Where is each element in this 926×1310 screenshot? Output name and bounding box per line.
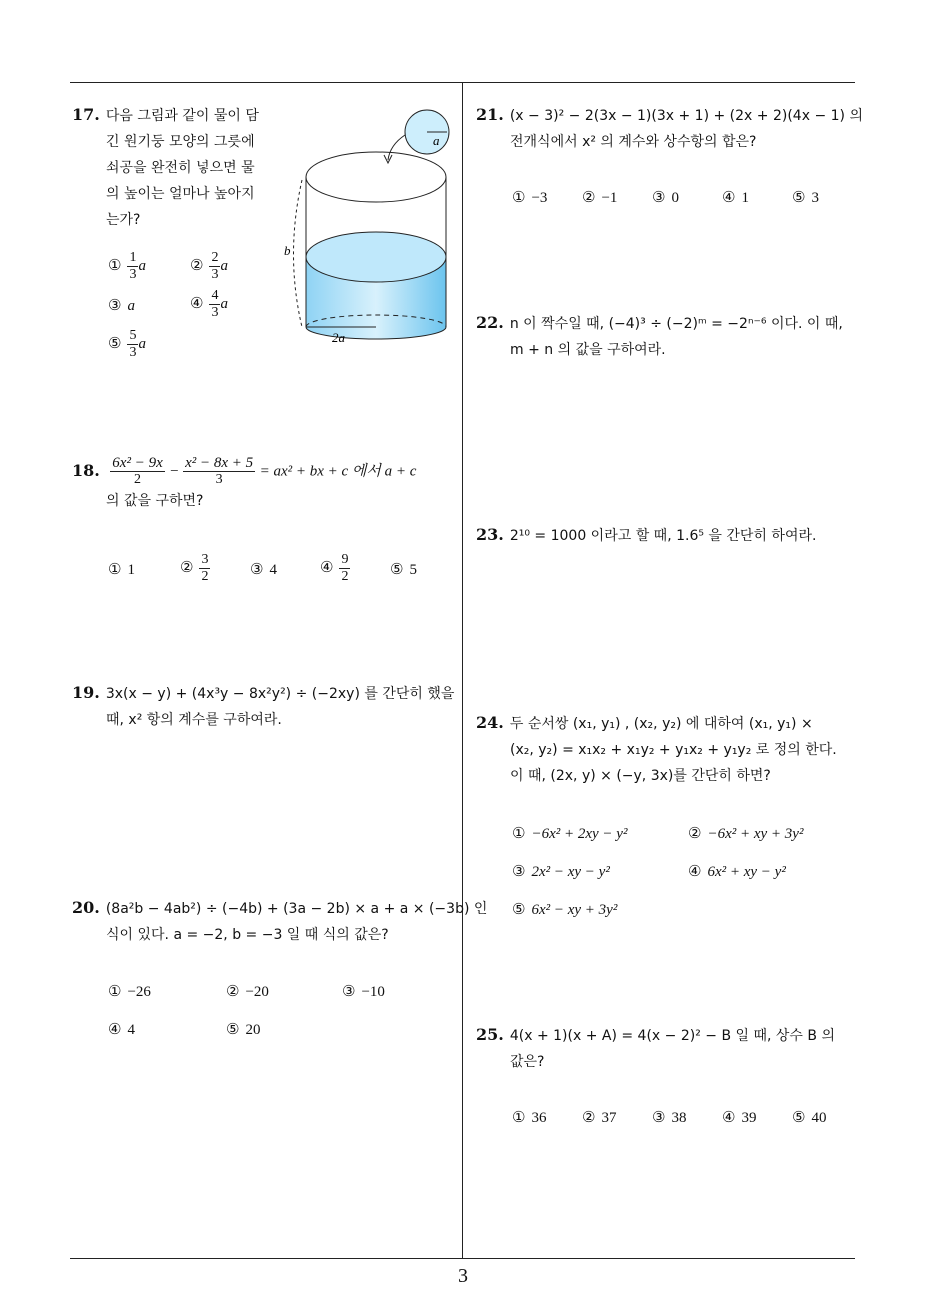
question-20 [72,895,488,948]
option-1[interactable]: ① $\frac{1}{3}$ a [108,250,146,282]
option-2[interactable]: ② $\frac{2}{3}$ a [190,250,228,282]
option-2[interactable]: ② −1 [582,188,618,206]
question-17 [72,102,272,233]
question-19 [72,680,462,733]
option-2[interactable]: ② −20 [226,982,269,1000]
option-1[interactable]: ① −3 [512,188,548,206]
option-4[interactable]: ④ 4 [108,1020,135,1038]
drop-arrow [388,135,405,160]
question-text: 다음 그림과 같이 물이 담 [105,108,259,124]
question-25 [476,1022,866,1075]
question-text: 4(x + 1)(x + A) = 4(x − 2)² − B 일 때, 상수 B 의 [509,1028,835,1044]
question-text: 식이 있다. a = −2, b = −3 일 때 식의 값은? [106,927,389,943]
option-3[interactable]: ③ −10 [342,982,385,1000]
option-3[interactable]: ③ 38 [652,1108,687,1126]
page-number: 3 [458,1265,468,1287]
question-number: 22. [476,313,504,332]
question-number: 25. [476,1025,504,1044]
option-5[interactable]: ⑤ 5 [390,560,417,578]
question-text: n 이 짝수일 때, (−4)³ ÷ (−2)ᵐ = −2ⁿ⁻⁶ 이다. 이 때, [509,316,843,332]
question-text: (8a²b − 4ab²) ÷ (−4b) + (3a − 2b) × a + a × (−3b) 인 [105,901,488,917]
option-5[interactable]: ⑤ 6x² − xy + 3y² [512,900,618,918]
option-5[interactable]: ⑤ 20 [226,1020,261,1038]
question-24 [476,710,866,789]
question-text: 의 높이는 얼마나 높아지 [106,186,255,202]
question-number: 20. [72,898,100,917]
option-4[interactable]: ④ 1 [722,188,749,206]
option-1[interactable]: ① 36 [512,1108,547,1126]
question-text: 값은? [510,1054,545,1070]
option-3[interactable]: ③ 0 [652,188,679,206]
option-5[interactable]: ⑤ 3 [792,188,819,206]
question-23 [476,522,866,549]
question-number: 23. [476,525,504,544]
question-text: 긴 원기둥 모양의 그릇에 [106,134,255,150]
column-divider [462,83,463,1259]
option-4[interactable]: ④ $\frac{4}{3}$ a [190,288,228,320]
option-1[interactable]: ① −6x² + 2xy − y² [512,824,628,842]
option-3[interactable]: ③ 4 [250,560,277,578]
option-4[interactable]: ④ 39 [722,1108,757,1126]
option-4[interactable]: ④ $\frac{9}{2}$ [320,552,349,584]
question-text: 때, x² 항의 계수를 구하여라. [106,712,282,728]
question-number: 18. [72,460,100,480]
question-number: 21. [476,105,504,124]
question-text: m + n 의 값을 구하여라. [510,342,666,358]
fraction-1: $\frac{\text{6x² − 9x}}{2}$ [112,455,163,487]
question-text: (x − 3)² − 2(3x − 1)(3x + 1) + (2x + 2)(4x − 1) 의 [509,108,863,124]
question-text: 2¹⁰ = 1000 이라고 할 때, 1.6⁵ 을 간단히 하여라. [509,528,817,544]
option-1[interactable]: ① 1 [108,560,135,578]
option-5[interactable]: ⑤ $\frac{5}{3}$ a [108,328,146,360]
radius-label: 2a [332,330,345,345]
question-22 [476,310,866,363]
cylinder-figure [280,105,455,355]
option-2[interactable]: ② −6x² + xy + 3y² [688,824,804,842]
option-2[interactable]: ② 37 [582,1108,617,1126]
option-1[interactable]: ① −26 [108,982,151,1000]
equation-rest: = ax² + bx + c 에서 a + c [259,463,417,480]
height-brace [294,180,303,327]
question-text: 쇠공을 완전히 넣으면 물 [106,160,255,176]
option-3[interactable]: ③ a [108,296,135,314]
question-text: 두 순서쌍 (x₁, y₁) , (x₂, y₂) 에 대하여 (x₁, y₁) × [509,716,813,732]
option-3[interactable]: ③ 2x² − xy − y² [512,862,610,880]
question-21 [476,102,866,155]
question-18: 18. $\frac{\text{6x² − 9x}}{2}$ − $\frac{\text{x² − 8x + 5}}{3}$ = ax² + bx + c 에서 a + c 의 값을 구하면? [72,455,462,514]
question-text: 3x(x − y) + (4x³y − 8x²y²) ÷ (−2xy) 를 간단히 했을 [105,686,455,702]
question-number: 19. [72,683,100,702]
option-5[interactable]: ⑤ 40 [792,1108,827,1126]
question-text: 의 값을 구하면? [106,493,204,509]
option-2[interactable]: ② $\frac{3}{2}$ [180,552,209,584]
question-text: 전개식에서 x² 의 계수와 상수항의 합은? [510,134,757,150]
question-number: 24. [476,713,504,732]
fraction-2: $\frac{\text{x² − 8x + 5}}{3}$ [185,455,254,487]
cylinder-top [306,152,446,202]
ball-radius-label: a [433,133,440,148]
question-text: 이 때, (2x, y) × (−y, 3x)를 간단히 하면? [510,768,771,784]
question-text: 는가? [106,212,141,228]
option-4[interactable]: ④ 6x² + xy − y² [688,862,786,880]
height-label: b [284,243,291,258]
question-text: (x₂, y₂) = x₁x₂ + x₁y₂ + y₁x₂ + y₁y₂ 로 정의 한다. [510,742,837,758]
question-number: 17. [72,105,100,124]
